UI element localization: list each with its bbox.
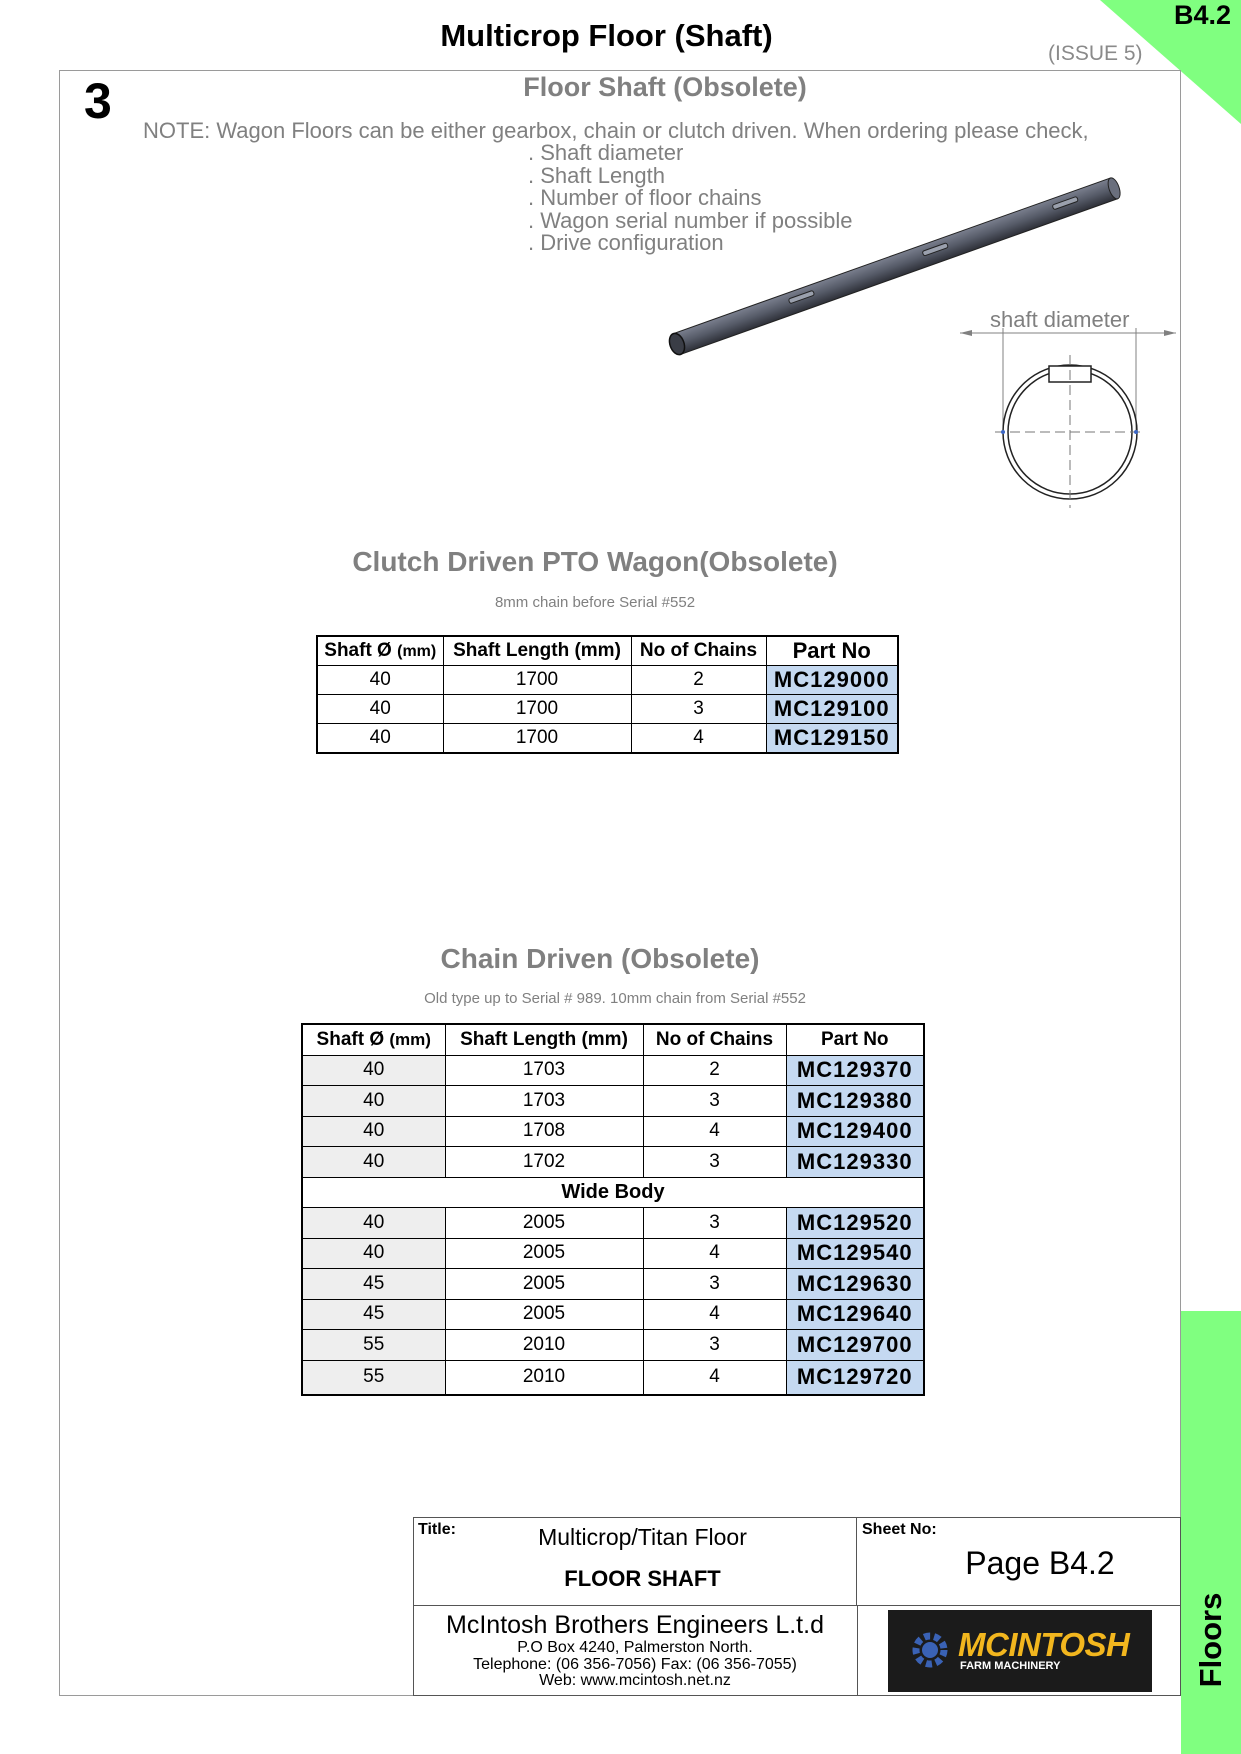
logo-wordmark: MCINTOSH [958,1626,1130,1663]
table-row [302,1360,924,1395]
cell-length: 2010 [445,1330,643,1361]
cell-chains: 3 [643,1269,786,1300]
cell-diameter: 45 [302,1299,445,1330]
cell-length: 2005 [445,1269,643,1300]
wide-body-label: Wide Body [302,1177,924,1208]
cell-diameter: 55 [302,1360,445,1395]
cell-chains: 3 [643,1086,786,1117]
cell-length: 1700 [443,666,631,695]
table-row [302,1208,924,1239]
cell-part-no: MC129640 [786,1299,924,1330]
header-text: Shaft Ø [324,640,392,661]
clutch-driven-subtitle: 8mm chain before Serial #552 [494,594,696,611]
header-shaft-length: Shaft Length (mm) [443,636,631,666]
chain-driven-table [301,1023,925,1396]
cell-diameter: 40 [302,1116,445,1147]
cell-chains: 4 [643,1299,786,1330]
table-row [302,1055,924,1086]
checklist-item: . Shaft Length [528,162,665,188]
cell-part-no: MC129400 [786,1116,924,1147]
cell-chains: 4 [643,1238,786,1269]
table-row [302,1299,924,1330]
cell-part-no: MC129150 [766,724,898,754]
title-value: Multicrop/Titan Floor [538,1524,747,1550]
cell-chains: 3 [631,695,766,724]
cell-length: 2005 [445,1208,643,1239]
cell-part-no: MC129330 [786,1147,924,1178]
table-row [302,1269,924,1300]
table-row [317,666,898,695]
table-row [302,1330,924,1361]
table-row [302,1086,924,1117]
header-chains: No of Chains [631,636,766,666]
cell-chains: 4 [643,1116,786,1147]
cell-length: 1703 [445,1086,643,1117]
cell-chains: 3 [643,1147,786,1178]
cell-part-no: MC129540 [786,1238,924,1269]
cell-diameter: 55 [302,1330,445,1361]
header-unit: (mm) [397,643,437,660]
header-text: Shaft Ø [316,1028,385,1050]
floor-shaft-title: Floor Shaft (Obsolete) [523,72,807,102]
cell-diameter: 45 [302,1269,445,1300]
clutch-driven-title: Clutch Driven PTO Wagon(Obsolete) [352,546,838,577]
cell-length: 2005 [445,1238,643,1269]
cell-diameter: 40 [302,1208,445,1239]
cell-diameter: 40 [317,695,443,724]
table-row [317,695,898,724]
side-tab-label [1181,1580,1241,1700]
table-row [302,1116,924,1147]
chain-driven-subtitle: Old type up to Serial # 989. 10mm chain from Serial #552 [424,990,806,1007]
cell-diameter: 40 [317,666,443,695]
cell-chains: 4 [643,1360,786,1395]
cell-chains: 2 [643,1055,786,1086]
title-label: Title: [418,1521,456,1538]
checklist-item: . Number of floor chains [528,185,762,211]
cell-part-no: MC129000 [766,666,898,695]
cell-length: 1700 [443,695,631,724]
header-chains: No of Chains [643,1024,786,1055]
company-name: McIntosh Brothers Engineers L.t.d [446,1611,824,1639]
chain-driven-title: Chain Driven (Obsolete) [440,943,760,974]
cell-chains: 4 [631,724,766,754]
table-row [302,1238,924,1269]
header-part-no: Part No [766,636,898,666]
sheet-page-number: Page B4.2 [965,1545,1115,1581]
cell-diameter: 40 [302,1147,445,1178]
header-unit: (mm) [389,1029,431,1049]
checklist-item: . Shaft diameter [528,140,684,165]
side-tab-text: Floors [1193,1592,1228,1688]
issue-label: (ISSUE 5) [1048,42,1143,65]
cell-length: 1703 [445,1055,643,1086]
cell-diameter: 40 [302,1055,445,1086]
checklist-item: . Wagon serial number if possible [528,207,853,233]
cell-diameter: 40 [317,724,443,754]
cell-diameter: 40 [302,1238,445,1269]
cell-length: 2010 [445,1360,643,1395]
cell-part-no: MC129370 [786,1055,924,1086]
table-row [317,724,898,754]
table-row [302,1147,924,1178]
table-group-row [302,1177,924,1208]
cell-chains: 3 [643,1208,786,1239]
table-header-row [317,636,898,666]
page-code: B4.2 [1174,0,1232,30]
page-title: Multicrop Floor (Shaft) [440,18,773,53]
title-subtitle: FLOOR SHAFT [564,1566,721,1591]
logo-tagline: FARM MACHINERY [960,1660,1061,1672]
cell-part-no: MC129720 [786,1360,924,1395]
gear-icon [908,1628,952,1672]
table-header-row [302,1024,924,1055]
cell-chains: 3 [643,1330,786,1361]
cell-part-no: MC129520 [786,1208,924,1239]
ordering-note: NOTE: Wagon Floors can be either gearbox, chain or clutch driven. When ordering please check, [143,118,1089,143]
company-phone: Telephone: (06 356-7056) Fax: (06 356-7055) [473,1655,797,1673]
checklist-item: . Drive configuration [528,230,724,256]
cell-part-no: MC129700 [786,1330,924,1361]
section-number: 3 [84,73,112,129]
cell-length: 1702 [445,1147,643,1178]
cell-length: 1708 [445,1116,643,1147]
header-shaft-diameter [317,636,443,666]
cell-chains: 2 [631,666,766,695]
cell-part-no: MC129630 [786,1269,924,1300]
cell-part-no: MC129380 [786,1086,924,1117]
header-shaft-length: Shaft Length (mm) [445,1024,643,1055]
sheet-label: Sheet No: [862,1521,937,1538]
cell-diameter: 40 [302,1086,445,1117]
company-web: Web: www.mcintosh.net.nz [539,1672,731,1689]
clutch-driven-table [316,635,899,754]
shaft-diameter-label: shaft diameter [990,307,1130,332]
company-address: P.O Box 4240, Palmerston North. [517,1639,753,1656]
company-info [413,1611,857,1690]
cell-length: 1700 [443,724,631,754]
cell-length: 2005 [445,1299,643,1330]
cell-part-no: MC129100 [766,695,898,724]
header-part-no: Part No [786,1024,924,1055]
header-shaft-diameter [302,1024,445,1055]
